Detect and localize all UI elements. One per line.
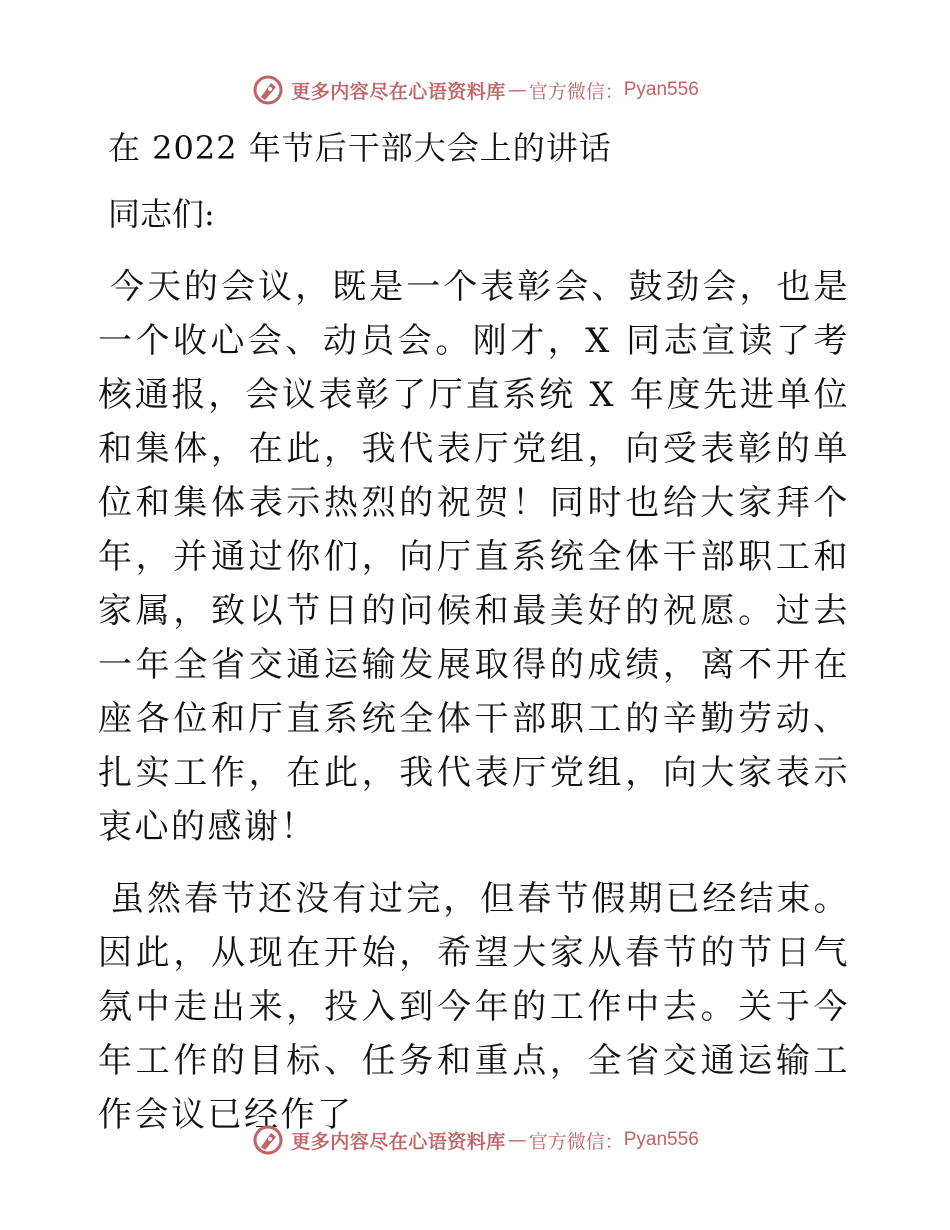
document-title: 在 2022 年节后干部大会上的讲话 (108, 129, 612, 167)
watermark-header (0, 70, 950, 110)
watermark-wechat-label: 官方微信： (528, 80, 624, 103)
watermark-main-text: 更多内容尽在心语资料库 (291, 1130, 506, 1153)
pen-nib-circle-icon (251, 73, 285, 107)
paragraph-1: 今天的会议，既是一个表彰会、鼓劲会，也是一个收心会、动员会。刚才，X 同志宣读了考核通报，会议表彰了厅直系统 X 年度先进单位和集体，在此，我代表厅党组，向受表彰的单位和集体表示热烈的祝贺！同时也给大家拜个年，并通过你们，向厅直系统全体干部职工和家属，致以节日的问候和最美好的祝愿。过去一年全省交通运输发展取得的成绩，离不开在座各位和厅直系统全体干部职工的辛勤劳动、扎实工作，在此，我代表厅党组，向大家表示衷心的感谢！ (98, 267, 850, 847)
watermark-wechat-id: Pyan556 (623, 1129, 699, 1150)
document-body (98, 122, 850, 1160)
watermark-separator: — (507, 1129, 527, 1151)
paragraph-2: 虽然春节还没有过完，但春节假期已经结束。因此，从现在开始，希望大家从春节的节日气氛中走出来，投入到今年的工作中去。关于今年工作的目标、任务和重点，全省交通运输工作会议已经作了 (98, 879, 850, 1135)
watermark-footer (0, 1120, 950, 1160)
greeting: 同志们: (108, 195, 215, 233)
watermark-wechat-id: Pyan556 (623, 79, 699, 100)
watermark-main-text: 更多内容尽在心语资料库 (291, 80, 506, 103)
watermark-separator: — (507, 79, 527, 101)
pen-nib-circle-icon (251, 1123, 285, 1157)
watermark-wechat-label: 官方微信： (528, 1130, 624, 1153)
